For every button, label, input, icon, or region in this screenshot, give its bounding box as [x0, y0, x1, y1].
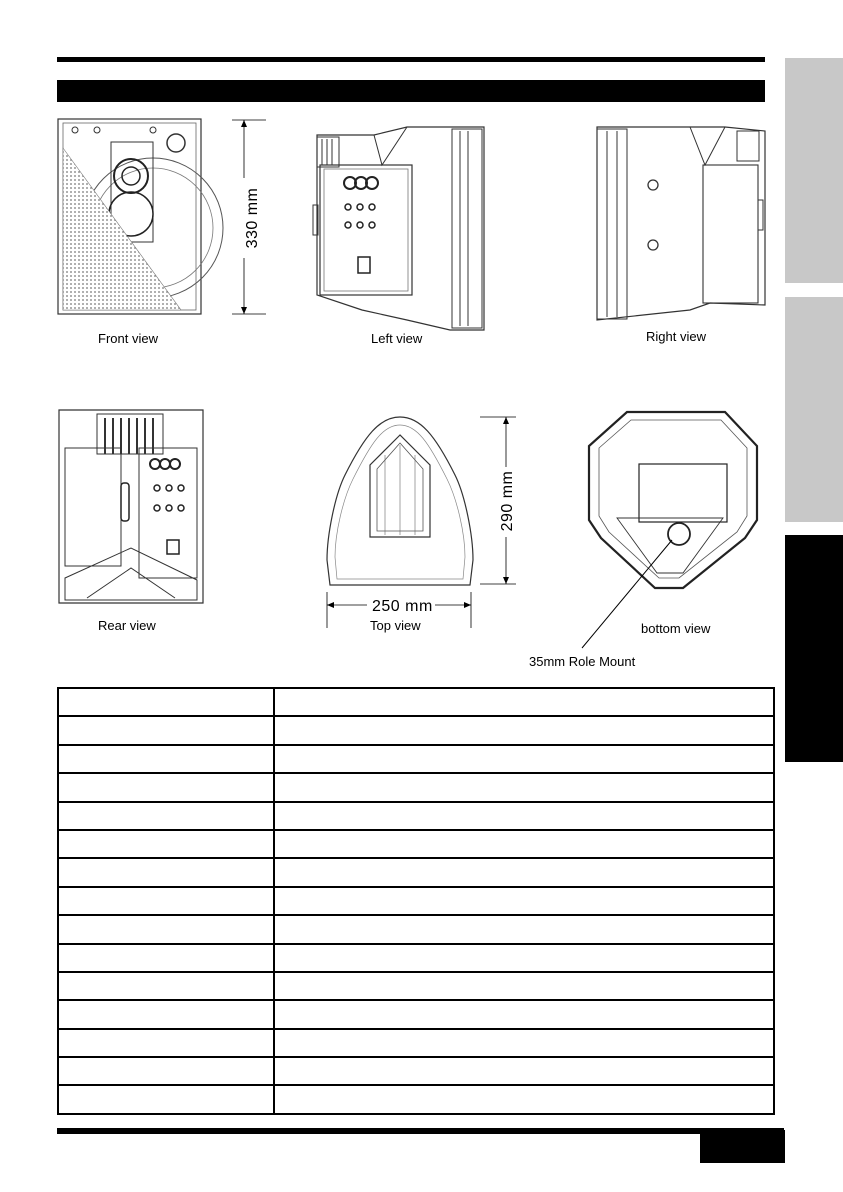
table-row [58, 716, 774, 744]
spec-label-cell [58, 773, 274, 801]
left-view-caption: Left view [371, 331, 423, 346]
spec-label-cell [58, 1057, 274, 1085]
top-rule [57, 57, 765, 62]
table-row [58, 887, 774, 915]
spec-value-cell [274, 915, 774, 943]
section-title-bar [57, 80, 765, 102]
spec-label-cell [58, 688, 274, 716]
front-view-drawing [57, 118, 207, 318]
right-view-caption: Right view [646, 329, 706, 344]
spec-label-cell [58, 887, 274, 915]
table-row [58, 802, 774, 830]
spec-value-cell [274, 716, 774, 744]
rear-view-drawing [57, 408, 205, 606]
table-row [58, 688, 774, 716]
bottom-rule [57, 1128, 784, 1134]
spec-label-cell [58, 830, 274, 858]
spec-value-cell [274, 773, 774, 801]
spec-label-cell [58, 858, 274, 886]
table-row [58, 944, 774, 972]
spec-label-cell [58, 915, 274, 943]
spec-value-cell [274, 1000, 774, 1028]
rear-view-caption: Rear view [98, 618, 156, 633]
spec-value-cell [274, 972, 774, 1000]
side-tab-1[interactable] [785, 58, 843, 283]
table-row [58, 1029, 774, 1057]
table-row [58, 830, 774, 858]
table-row [58, 858, 774, 886]
table-row [58, 773, 774, 801]
table-row [58, 1085, 774, 1114]
top-view-drawing [325, 415, 475, 590]
table-row [58, 972, 774, 1000]
pole-mount-label: 35mm Role Mount [529, 654, 636, 669]
spec-value-cell [274, 745, 774, 773]
spec-value-cell [274, 944, 774, 972]
height-dimension-label: 330 mm [244, 187, 261, 249]
spec-value-cell [274, 802, 774, 830]
table-row [58, 1000, 774, 1028]
side-tab-2[interactable] [785, 297, 843, 522]
spec-label-cell [58, 972, 274, 1000]
table-row [58, 745, 774, 773]
spec-value-cell [274, 688, 774, 716]
spec-value-cell [274, 1057, 774, 1085]
spec-value-cell [274, 887, 774, 915]
spec-label-cell [58, 1000, 274, 1028]
spec-value-cell [274, 1085, 774, 1114]
spec-label-cell [58, 1085, 274, 1114]
top-view-caption: Top view [370, 618, 421, 633]
side-tab-3-active[interactable] [785, 535, 843, 762]
spec-value-cell [274, 830, 774, 858]
table-row [58, 1057, 774, 1085]
spec-label-cell [58, 944, 274, 972]
spec-label-cell [58, 716, 274, 744]
page-number-box [700, 1130, 785, 1163]
spec-label-cell [58, 1029, 274, 1057]
spec-value-cell [274, 1029, 774, 1057]
front-view-caption: Front view [98, 331, 158, 346]
width-dimension-label: 250 mm [372, 598, 433, 615]
spec-value-cell [274, 858, 774, 886]
spec-label-cell [58, 802, 274, 830]
right-view-drawing [595, 125, 775, 321]
depth-dimension-label: 290 mm [499, 470, 516, 532]
specifications-table [57, 687, 775, 1115]
left-view-drawing [312, 125, 492, 333]
bottom-view-caption: bottom view [641, 621, 711, 636]
table-row [58, 915, 774, 943]
spec-label-cell [58, 745, 274, 773]
